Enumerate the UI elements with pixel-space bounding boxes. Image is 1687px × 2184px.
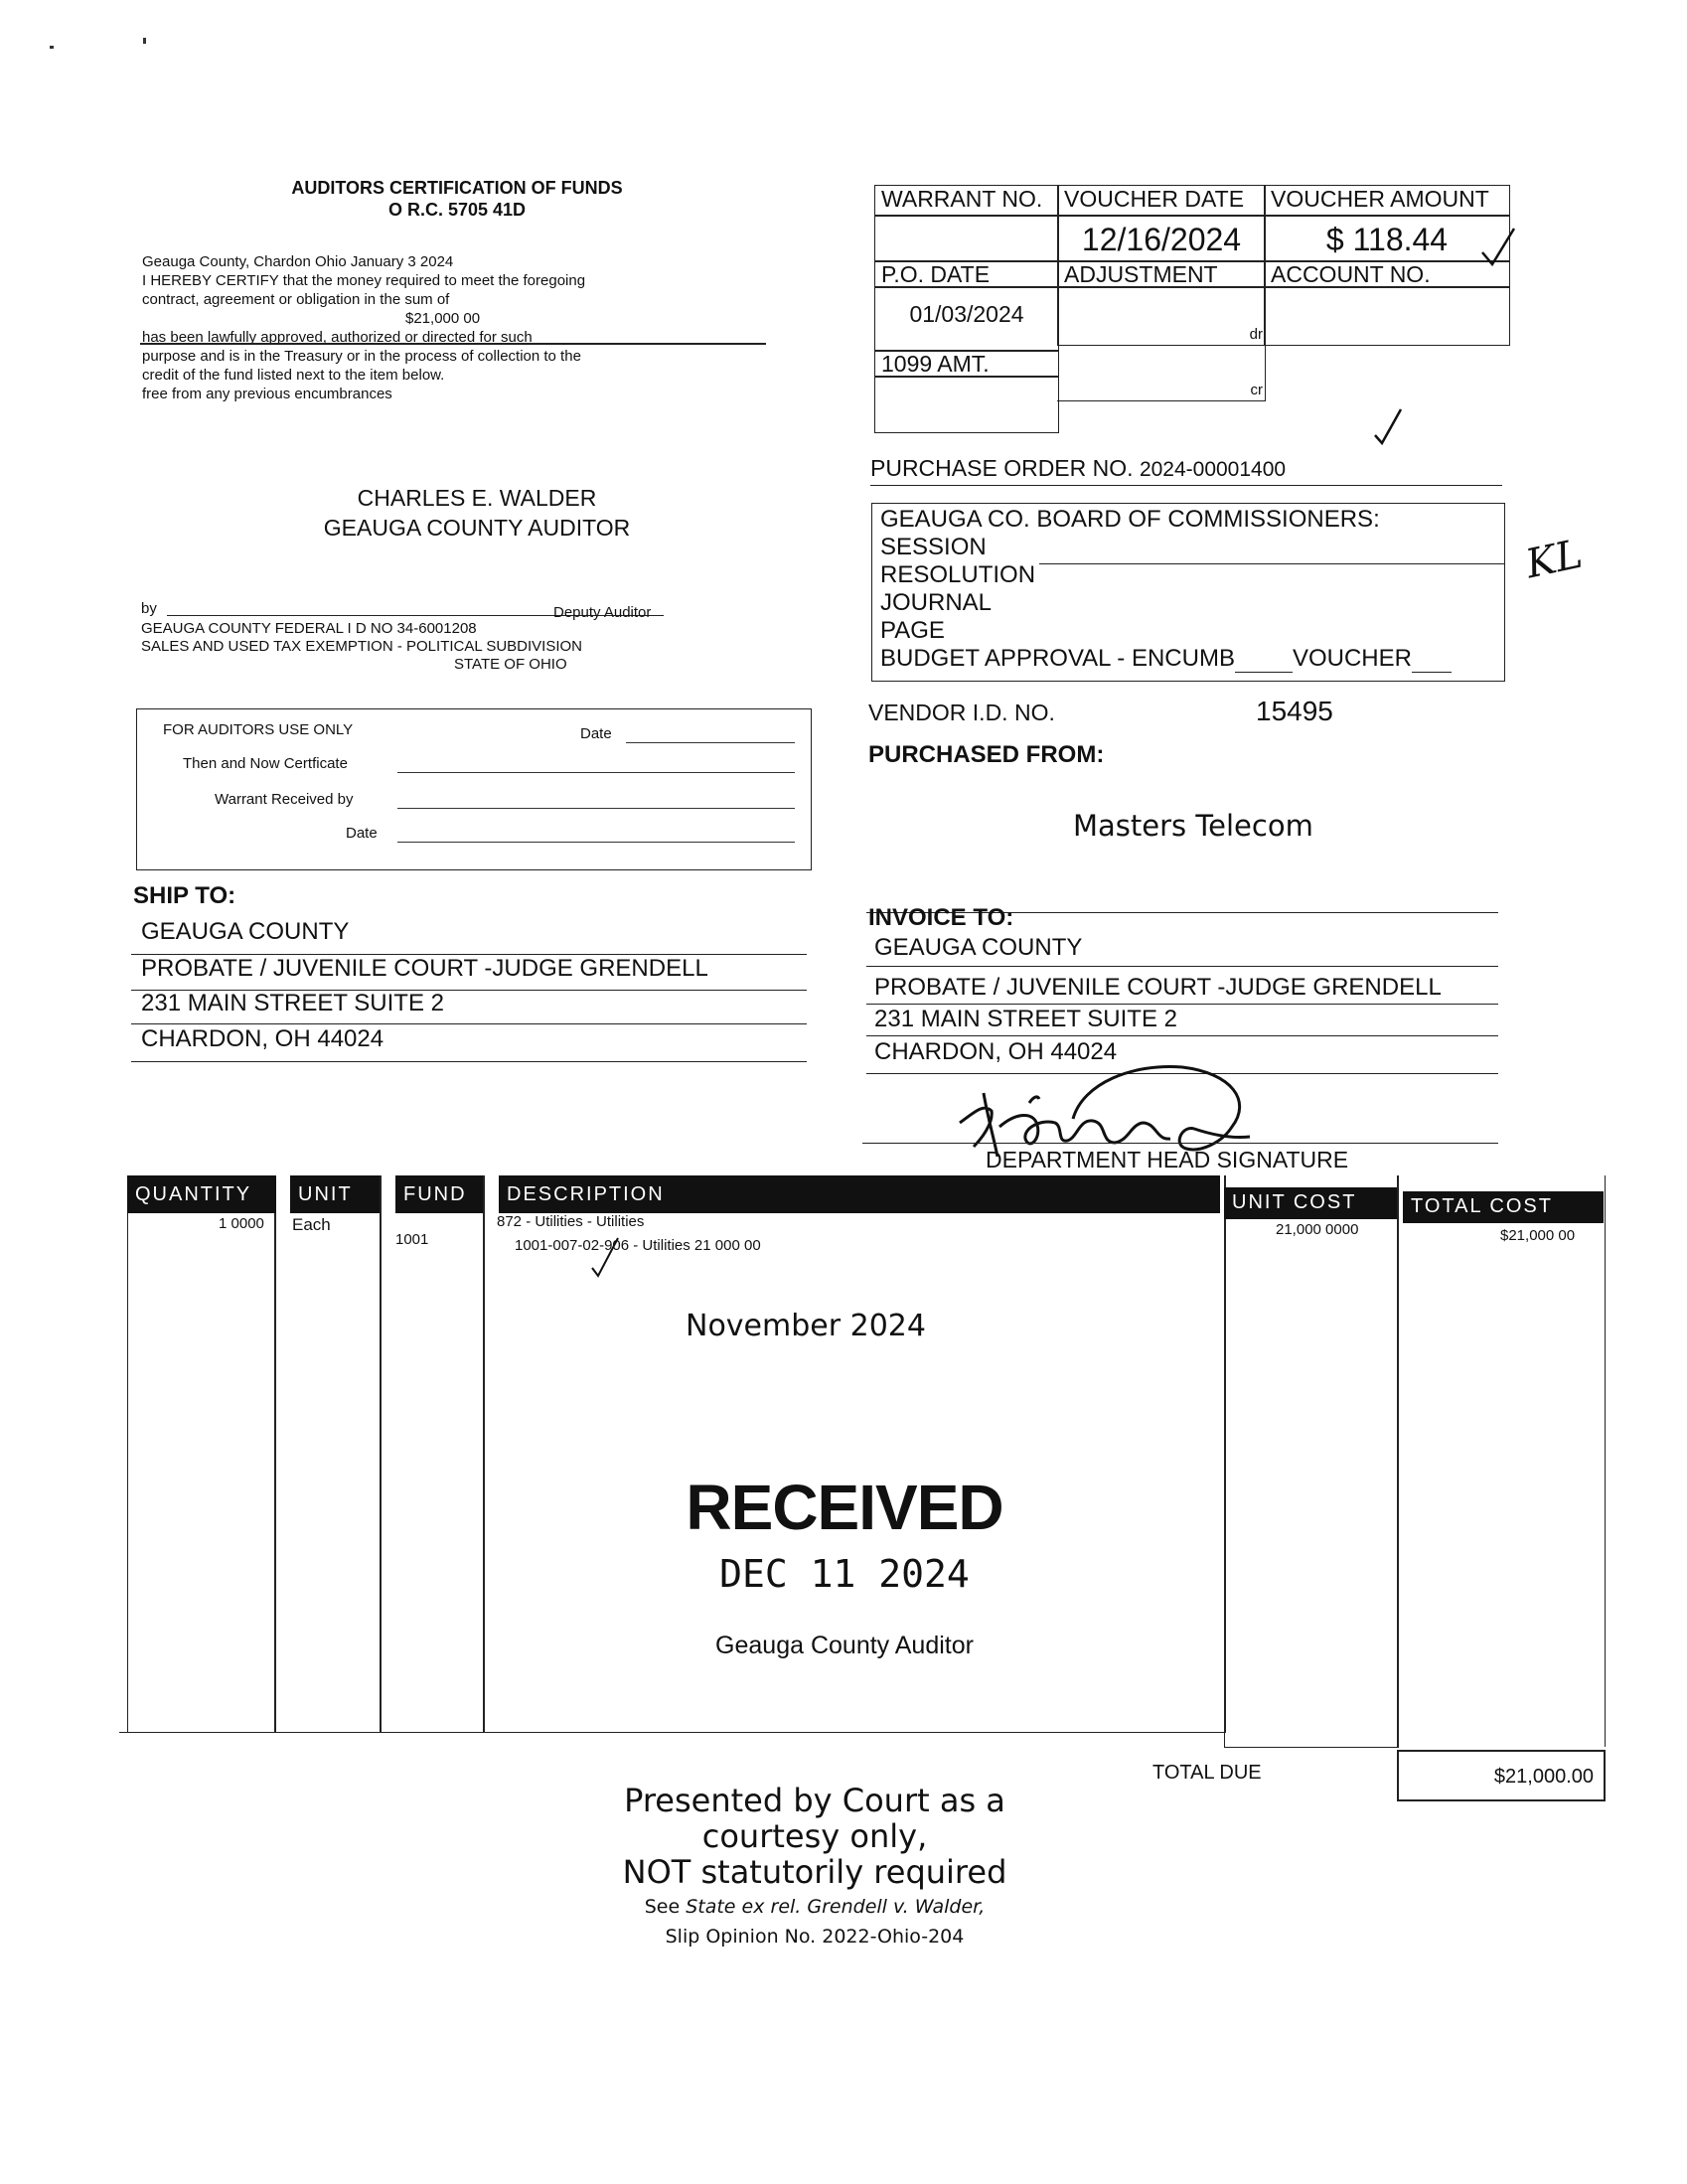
- header-fund: FUND: [395, 1175, 483, 1213]
- row-total-cost: $21,000 00: [1500, 1227, 1576, 1244]
- voucher-table: WARRANT NO. VOUCHER DATE VOUCHER AMOUNT 12/16/2024 $ 118.44 P.O. DATE ADJUSTMENT ACCOUNT NO. 01/03/2024 dr 1099 AMT. cr: [874, 185, 1510, 435]
- amt-1099-field[interactable]: [874, 376, 1059, 433]
- purchase-order: PURCHASE ORDER NO. 2024-00001400: [870, 455, 1287, 481]
- certified-sum: $21,000 00: [405, 310, 481, 327]
- header-description: DESCRIPTION: [499, 1175, 1220, 1213]
- scan-speck: [143, 38, 146, 44]
- warrant-no-field[interactable]: [874, 215, 1059, 262]
- certification-body: Geauga County, Chardon Ohio January 3 2024 I HEREBY CERTIFY that the money required to meet the foregoing contract, agreement or obligation in the sum of $21,000 00 has been lawfully approved, authorized or directed for such purpose and is in the Treasury or in the process of collection to the credit of the fund listed next to the item below. free from any previous encumbrances: [142, 252, 758, 403]
- sum-underline: [140, 343, 766, 345]
- po-date: 01/03/2024: [909, 301, 1024, 327]
- deputy-block: by Deputy Auditor GEAUGA COUNTY FEDERAL I D NO 34-6001208 SALES AND USED TAX EXEMPTION - POLITICAL SUBDIVISION STATE OF OHIO: [141, 600, 717, 674]
- commissioners-box: GEAUGA CO. BOARD OF COMMISSIONERS: SESSION RESOLUTION JOURNAL PAGE BUDGET APPROVAL - ENCUMB VOUCHER: [871, 503, 1505, 682]
- total-due-value: $21,000.00: [1397, 1750, 1606, 1801]
- ship-to-line3: 231 MAIN STREET SUITE 2: [141, 990, 444, 1016]
- row-fund: 1001: [395, 1231, 429, 1248]
- invoice-to-line4: CHARDON, OH 44024: [874, 1038, 1118, 1065]
- checkmark-icon: [590, 1236, 620, 1280]
- purchase-order-number: 2024-00001400: [1139, 458, 1287, 481]
- adjustment-dr-field[interactable]: dr: [1057, 286, 1266, 346]
- invoice-to-line1: GEAUGA COUNTY: [874, 934, 1083, 961]
- checkmark-icon: [1480, 227, 1516, 270]
- total-due-label: TOTAL DUE: [1152, 1762, 1262, 1784]
- purchased-from-label: PURCHASED FROM:: [868, 741, 1105, 768]
- row-unit: Each: [292, 1215, 331, 1234]
- signature-label: DEPARTMENT HEAD SIGNATURE: [986, 1147, 1349, 1172]
- header-total-cost: TOTAL COST: [1403, 1191, 1604, 1223]
- invoice-to-line2: PROBATE / JUVENILE COURT -JUDGE GRENDELL: [874, 974, 1442, 1001]
- voucher-date: 12/16/2024: [1081, 222, 1242, 257]
- row-quantity: 1 0000: [219, 1215, 264, 1232]
- vendor-id-label: VENDOR I.D. NO.: [868, 700, 1055, 725]
- row-description-2: 1001-007-02-906 - Utilities 21 000 00: [515, 1237, 761, 1254]
- header-unit: UNIT: [290, 1175, 380, 1213]
- date-field[interactable]: [626, 727, 795, 743]
- header-unit-cost: UNIT COST: [1224, 1187, 1397, 1219]
- vendor-id: 15495: [1256, 696, 1333, 726]
- billing-period: November 2024: [686, 1309, 926, 1343]
- auditors-use-box: FOR AUDITORS USE ONLY Date Then and Now Certficate Warrant Received by Date: [136, 708, 812, 870]
- header-quantity: QUANTITY: [127, 1175, 276, 1213]
- scan-speck: [50, 46, 54, 49]
- voucher-amount: $ 118.44: [1325, 222, 1449, 257]
- invoice-to-label: INVOICE TO:: [868, 904, 1014, 931]
- ship-to-line1: GEAUGA COUNTY: [141, 918, 350, 945]
- ship-to-line2: PROBATE / JUVENILE COURT -JUDGE GRENDELL: [141, 955, 708, 982]
- vendor-name: Masters Telecom: [1073, 809, 1313, 843]
- received-stamp: RECEIVED DEC 11 2024 Geauga County Auditor: [686, 1472, 1003, 1659]
- invoice-to-line3: 231 MAIN STREET SUITE 2: [874, 1006, 1177, 1032]
- auditor-block: CHARLES E. WALDER GEAUGA COUNTY AUDITOR: [323, 485, 631, 541]
- checkmark-icon: [1373, 407, 1405, 447]
- row-unit-cost: 21,000 0000: [1276, 1221, 1359, 1238]
- certification-title: AUDITORS CERTIFICATION OF FUNDS O R.C. 5705 41D: [291, 178, 623, 220]
- ship-to-label: SHIP TO:: [133, 882, 236, 909]
- adjustment-cr-field[interactable]: cr: [1057, 344, 1266, 401]
- handwritten-initials: KL: [1521, 531, 1587, 588]
- date2-field[interactable]: [397, 827, 795, 843]
- account-no-field[interactable]: [1264, 286, 1510, 346]
- courtesy-note: Presented by Court as a courtesy only, NOT statutorily required See State ex rel. Grendell v. Walder, Slip Opinion No. 2022-Ohio-204: [622, 1782, 1007, 1948]
- ship-to-line4: CHARDON, OH 44024: [141, 1025, 384, 1052]
- warrant-received-field[interactable]: [397, 793, 795, 809]
- row-description-1: 872 - Utilities - Utilities: [497, 1213, 645, 1230]
- then-now-field[interactable]: [397, 757, 795, 773]
